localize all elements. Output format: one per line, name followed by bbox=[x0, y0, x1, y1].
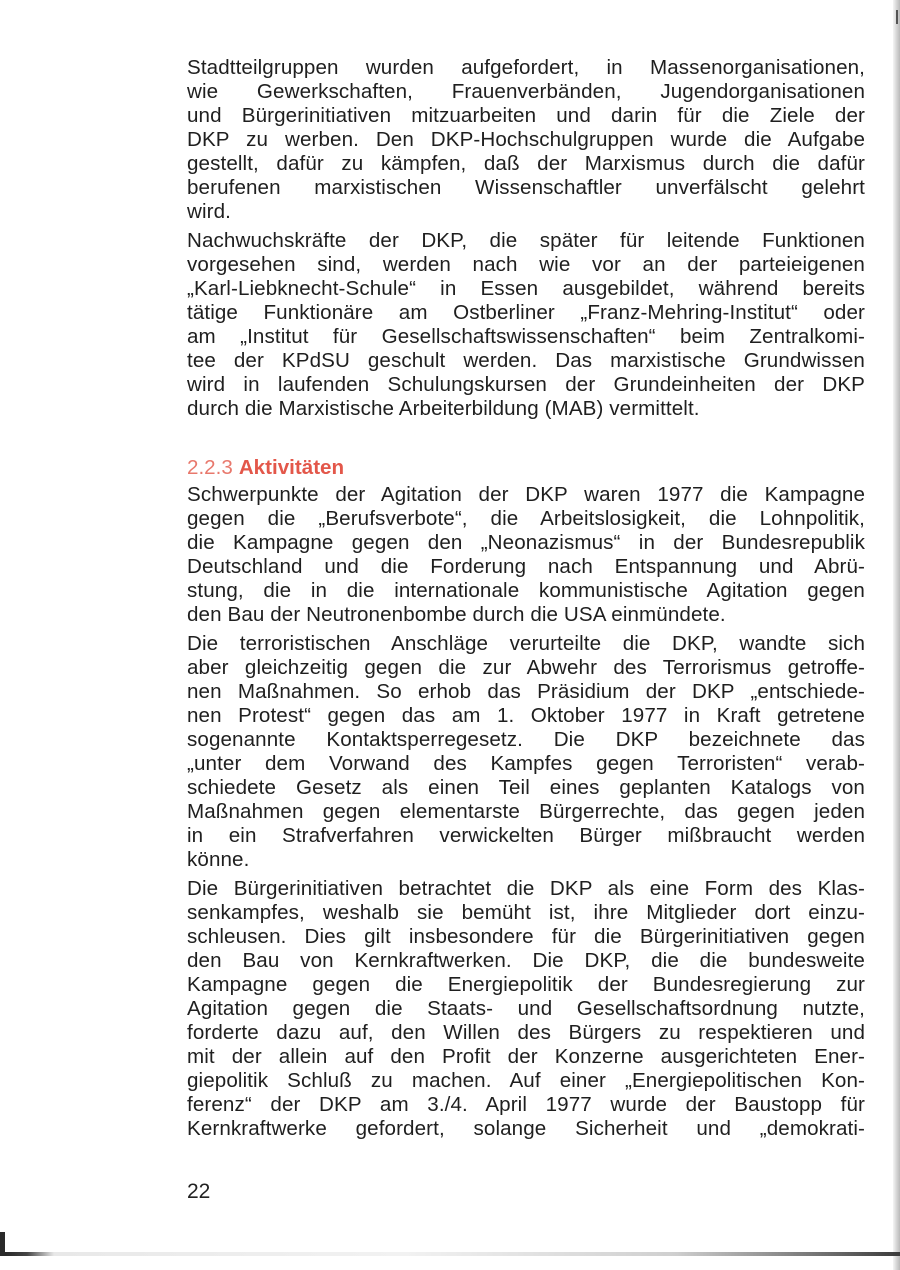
text-line: in ein Strafverfahren verwickelten Bürger mißbraucht werden bbox=[187, 824, 865, 847]
text-line: „Karl-Liebknecht-Schule“ in Essen ausgebildet, während bereits bbox=[187, 277, 865, 300]
section-number: 2.2.3 bbox=[187, 456, 233, 479]
text-line: „unter dem Vorwand des Kampfes gegen Terroristen“ verab- bbox=[187, 752, 865, 775]
text-line: senkampfes, weshalb sie bemüht ist, ihre Mitglieder dort einzu- bbox=[187, 901, 865, 924]
text-line: sogenannte Kontaktsperregesetz. Die DKP bezeichnete das bbox=[187, 728, 865, 751]
text-line: Kampagne gegen die Energiepolitik der Bundesregierung zur bbox=[187, 973, 865, 996]
text-line: nen Protest“ gegen das am 1. Oktober 1977 in Kraft getretene bbox=[187, 704, 865, 727]
text-line: Agitation gegen die Staats- und Gesellschaftsordnung nutzte, bbox=[187, 997, 865, 1020]
text-line: durch die Marxistische Arbeiterbildung (MAB) vermittelt. bbox=[187, 397, 700, 420]
text-line: könne. bbox=[187, 848, 250, 871]
text-line: den Bau der Neutronenbombe durch die USA einmündete. bbox=[187, 603, 726, 626]
section-heading bbox=[187, 456, 344, 480]
text-line: DKP zu werben. Den DKP-Hochschulgruppen wurde die Aufgabe bbox=[187, 128, 865, 151]
text-line: Die Bürgerinitiativen betrachtet die DKP als eine Form des Klas- bbox=[187, 877, 865, 900]
text-line: Stadtteilgruppen wurden aufgefordert, in Massenorganisationen, bbox=[187, 56, 865, 79]
text-line: forderte dazu auf, den Willen des Bürgers zu respektieren und bbox=[187, 1021, 865, 1044]
text-line: wird. bbox=[187, 200, 231, 223]
page-edge-mark bbox=[896, 10, 898, 24]
text-line: nen Maßnahmen. So erhob das Präsidium der DKP „entschiede- bbox=[187, 680, 865, 703]
text-line: schiedete Gesetz als einen Teil eines geplanten Katalogs von bbox=[187, 776, 865, 799]
corner-mark bbox=[0, 1232, 5, 1256]
text-line: stung, die in die internationale kommunistische Agitation gegen bbox=[187, 579, 865, 602]
bottom-edge-shadow bbox=[0, 1252, 900, 1256]
section-title: Aktivitäten bbox=[238, 456, 345, 479]
text-line: am „Institut für Gesellschaftswissenschaften“ beim Zentralkomi- bbox=[187, 325, 865, 348]
text-line: ferenz“ der DKP am 3./4. April 1977 wurde der Baustopp für bbox=[187, 1093, 865, 1116]
text-line: wird in laufenden Schulungskursen der Grundeinheiten der DKP bbox=[187, 373, 865, 396]
text-line: berufenen marxistischen Wissenschaftler unverfälscht gelehrt bbox=[187, 176, 865, 199]
text-line: Nachwuchskräfte der DKP, die später für leitende Funktionen bbox=[187, 229, 865, 252]
text-line: den Bau von Kernkraftwerken. Die DKP, die die bundesweite bbox=[187, 949, 865, 972]
text-line: Kernkraftwerke gefordert, solange Sicherheit und „demokrati- bbox=[187, 1117, 865, 1140]
text-line: gegen die „Berufsverbote“, die Arbeitslosigkeit, die Lohnpolitik, bbox=[187, 507, 865, 530]
text-line: giepolitik Schluß zu machen. Auf einer „Energiepolitischen Kon- bbox=[187, 1069, 865, 1092]
text-line: mit der allein auf den Profit der Konzerne ausgerichteten Ener- bbox=[187, 1045, 865, 1068]
page-edge-shadow bbox=[893, 0, 900, 1270]
text-line: und Bürgerinitiativen mitzuarbeiten und darin für die Ziele der bbox=[187, 104, 865, 127]
text-line: tee der KPdSU geschult werden. Das marxistische Grundwissen bbox=[187, 349, 865, 372]
text-line: Deutschland und die Forderung nach Entspannung und Abrü- bbox=[187, 555, 865, 578]
text-line: tätige Funktionäre am Ostberliner „Franz-Mehring-Institut“ oder bbox=[187, 301, 865, 324]
text-line: wie Gewerkschaften, Frauenverbänden, Jugendorganisationen bbox=[187, 80, 865, 103]
text-line: gestellt, dafür zu kämpfen, daß der Marxismus durch die dafür bbox=[187, 152, 865, 175]
text-line: Schwerpunkte der Agitation der DKP waren 1977 die Kampagne bbox=[187, 483, 865, 506]
text-line: Die terroristischen Anschläge verurteilte die DKP, wandte sich bbox=[187, 632, 865, 655]
page-number: 22 bbox=[187, 1180, 211, 1203]
text-line: vorgesehen sind, werden nach wie vor an der parteieigenen bbox=[187, 253, 865, 276]
text-line: schleusen. Dies gilt insbesondere für die Bürgerinitiativen gegen bbox=[187, 925, 865, 948]
text-line: die Kampagne gegen den „Neonazismus“ in der Bundesrepublik bbox=[187, 531, 865, 554]
text-line: aber gleichzeitig gegen die zur Abwehr des Terrorismus getroffe- bbox=[187, 656, 865, 679]
text-line: Maßnahmen gegen elementarste Bürgerrechte, das gegen jeden bbox=[187, 800, 865, 823]
